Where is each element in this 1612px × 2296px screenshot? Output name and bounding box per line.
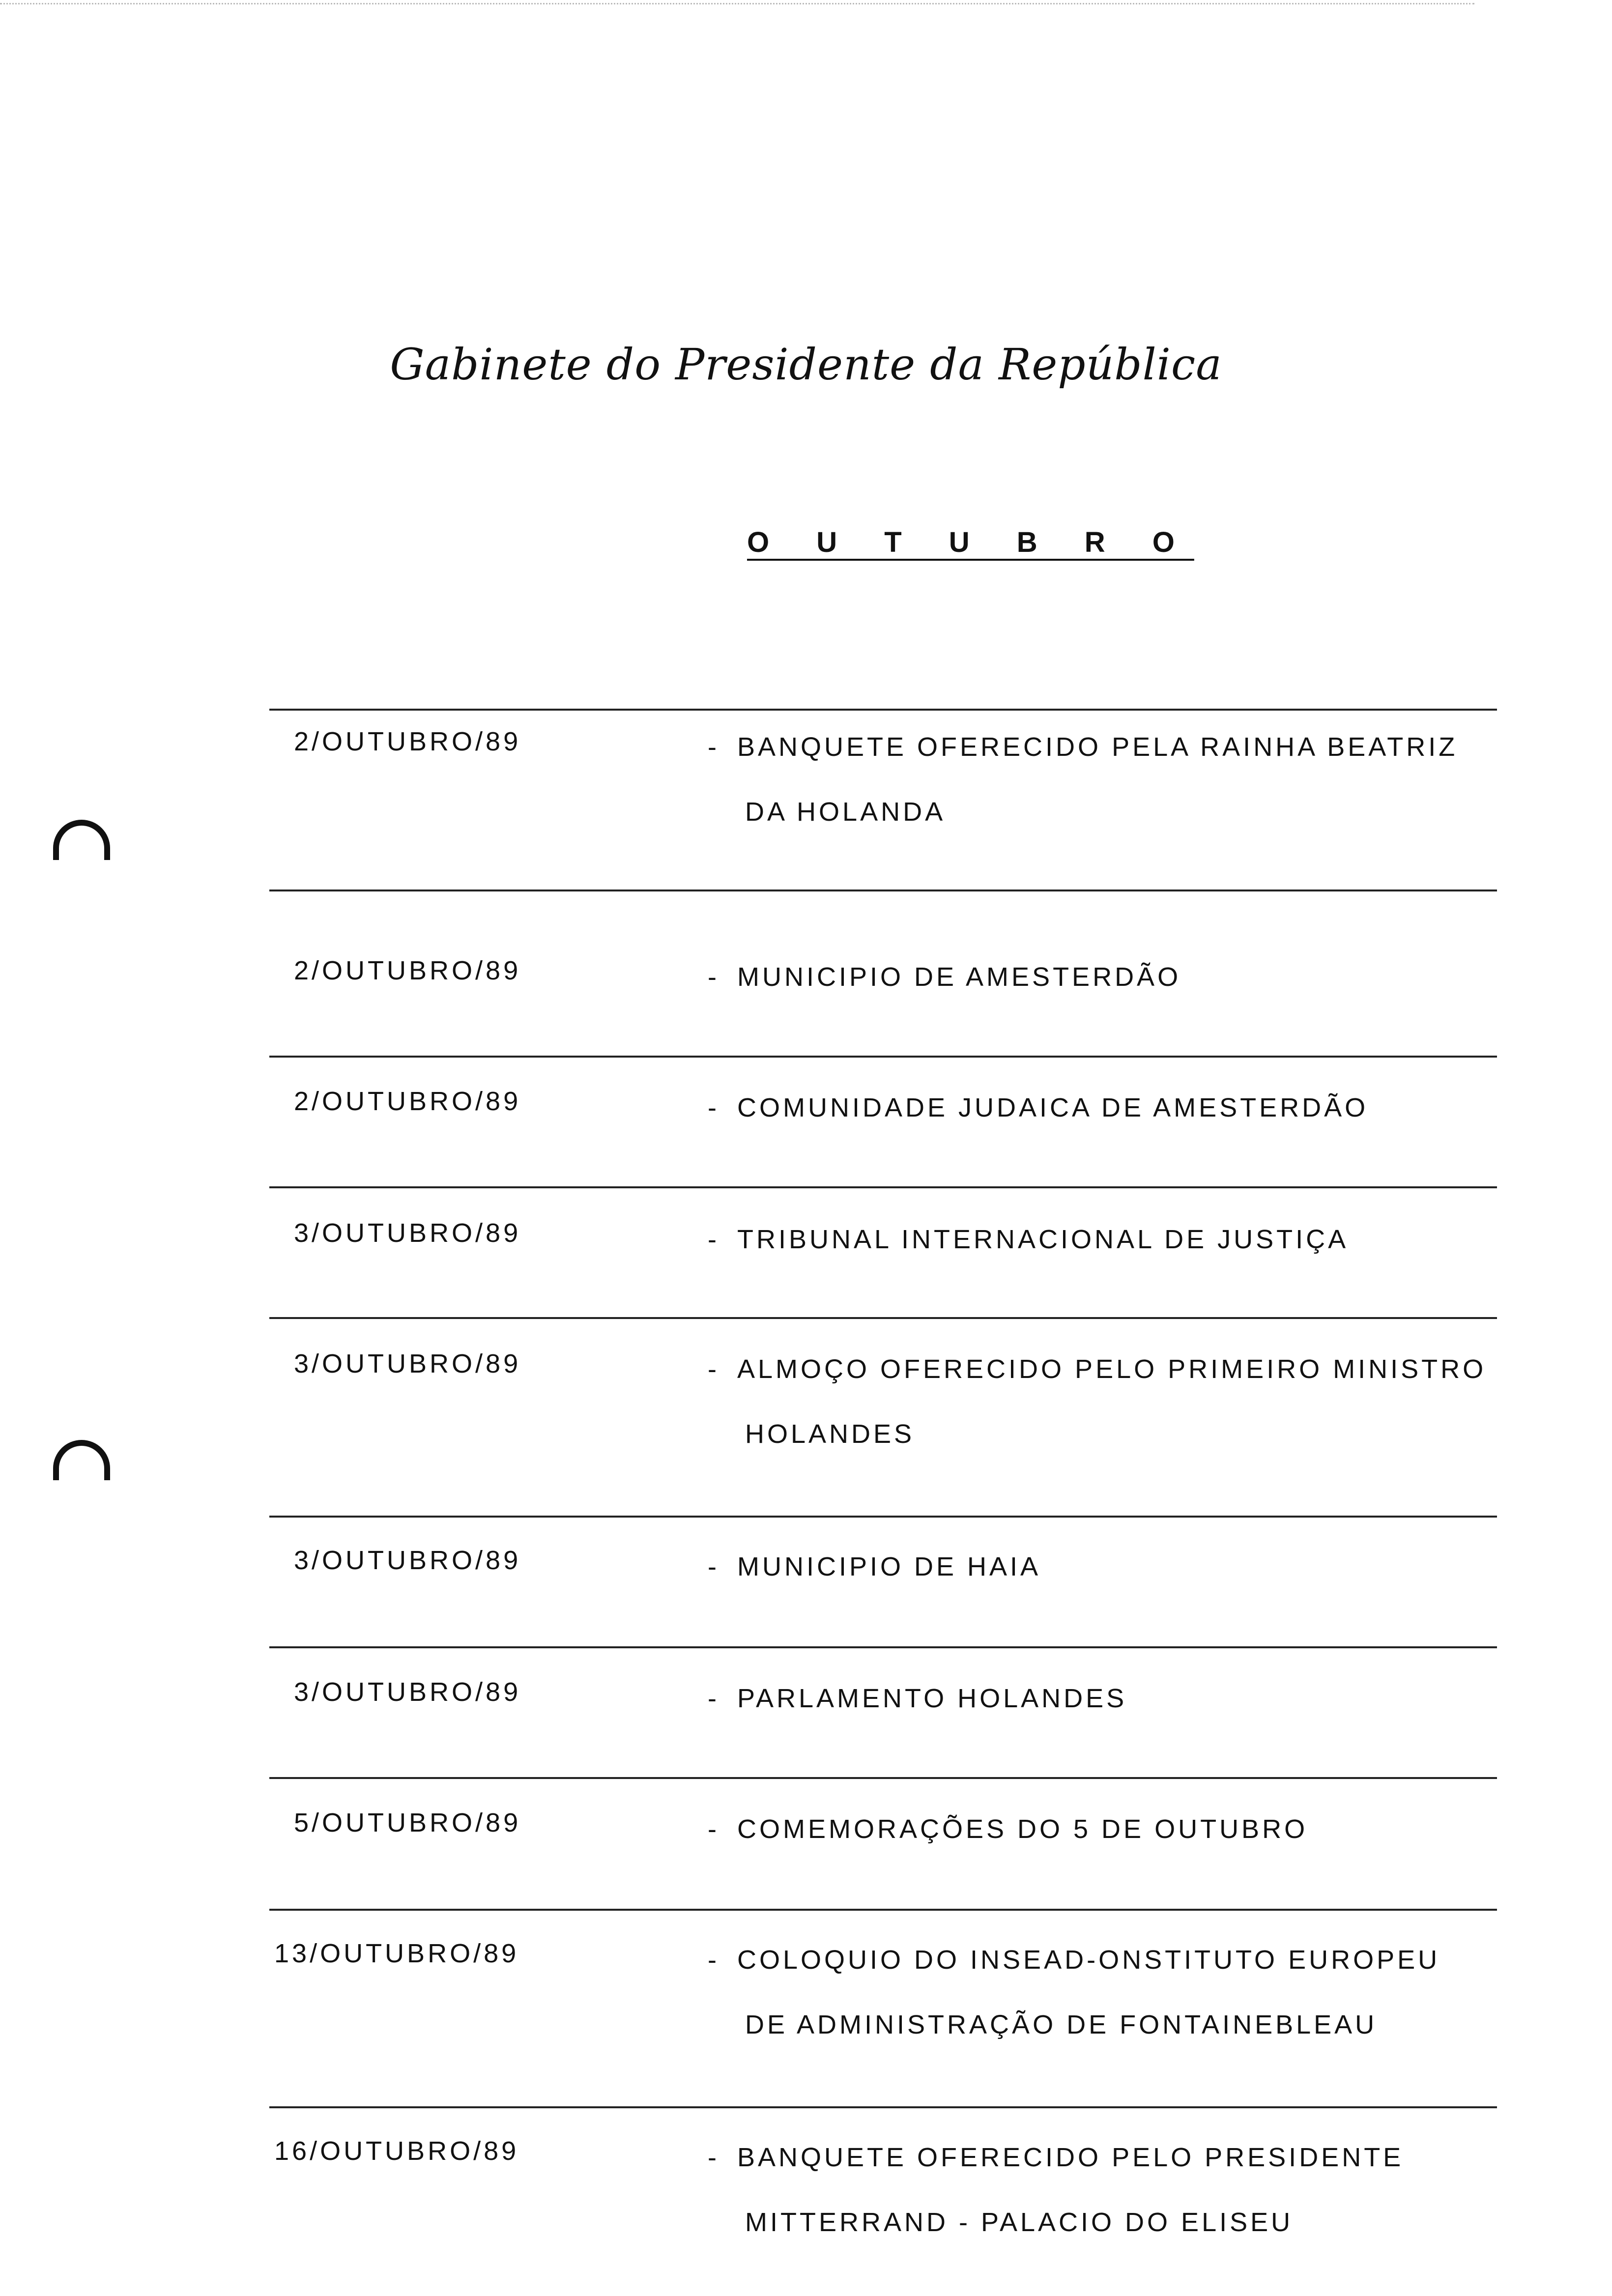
divider — [269, 2106, 1497, 2108]
entry-line: TRIBUNAL INTERNACIONAL DE JUSTIÇA — [737, 1225, 1349, 1254]
entry-line: MUNICIPIO DE AMESTERDÃO — [737, 962, 1181, 992]
entry-line: DA HOLANDA — [745, 797, 946, 827]
entry-description: - COMEMORAÇÕES DO 5 DE OUTUBRO — [708, 1814, 1308, 1844]
divider — [269, 1516, 1497, 1518]
divider — [269, 1777, 1497, 1779]
entry-date: 16/OUTUBRO/89 — [274, 2136, 519, 2166]
entry-date: 3/OUTUBRO/89 — [294, 1349, 521, 1378]
divider — [269, 709, 1497, 711]
entry-date: 2/OUTUBRO/89 — [294, 727, 521, 756]
entry-line: PARLAMENTO HOLANDES — [737, 1684, 1127, 1713]
divider — [269, 1646, 1497, 1648]
entry-description: - BANQUETE OFERECIDO PELO PRESIDENTE MITTERRAND - PALACIO DO ELISEU — [708, 2125, 1404, 2255]
entry-line: BANQUETE OFERECIDO PELO PRESIDENTE — [737, 2143, 1404, 2172]
binder-hole-mark — [53, 820, 110, 860]
entry-description: - BANQUETE OFERECIDO PELA RAINHA BEATRIZ DA HOLANDA — [708, 715, 1458, 844]
entry-line: BANQUETE OFERECIDO PELA RAINHA BEATRIZ — [737, 732, 1458, 762]
binder-hole-mark — [53, 1440, 110, 1480]
entry-description: - MUNICIPIO DE HAIA — [708, 1552, 1041, 1581]
entry-line: COMUNIDADE JUDAICA DE AMESTERDÃO — [737, 1093, 1369, 1122]
entry-date: 3/OUTUBRO/89 — [294, 1677, 521, 1707]
entry-description: - MUNICIPIO DE AMESTERDÃO — [708, 962, 1181, 992]
entry-description: - ALMOÇO OFERECIDO PELO PRIMEIRO MINISTRO HOLANDES — [708, 1337, 1486, 1466]
entry-line: COLOQUIO DO INSEAD-ONSTITUTO EUROPEU — [737, 1945, 1440, 1975]
entry-description: - COMUNIDADE JUDAICA DE AMESTERDÃO — [708, 1093, 1369, 1122]
entry-date: 3/OUTUBRO/89 — [294, 1546, 521, 1575]
entry-line: HOLANDES — [745, 1419, 915, 1449]
entry-description: - TRIBUNAL INTERNACIONAL DE JUSTIÇA — [708, 1225, 1349, 1254]
divider — [269, 1056, 1497, 1058]
month-heading: O U T U B R O — [747, 526, 1194, 558]
divider — [269, 890, 1497, 891]
entry-description: - COLOQUIO DO INSEAD-ONSTITUTO EUROPEU DE ADMINISTRAÇÃO DE FONTAINEBLEAU — [708, 1927, 1440, 2057]
entry-date: 3/OUTUBRO/89 — [294, 1218, 521, 1248]
divider — [269, 1909, 1497, 1911]
entry-line: MUNICIPIO DE HAIA — [737, 1552, 1041, 1581]
entry-date: 2/OUTUBRO/89 — [294, 1087, 521, 1116]
entry-line: MITTERRAND - PALACIO DO ELISEU — [745, 2208, 1294, 2237]
divider — [269, 1186, 1497, 1188]
entry-line: COMEMORAÇÕES DO 5 DE OUTUBRO — [737, 1814, 1308, 1844]
entry-date: 13/OUTUBRO/89 — [274, 1939, 519, 1968]
entry-description: - PARLAMENTO HOLANDES — [708, 1684, 1127, 1713]
entry-line: ALMOÇO OFERECIDO PELO PRIMEIRO MINISTRO — [737, 1354, 1487, 1384]
divider — [269, 1317, 1497, 1319]
letterhead: Gabinete do Presidente da República — [390, 339, 1222, 390]
entry-line: DE ADMINISTRAÇÃO DE FONTAINEBLEAU — [745, 2010, 1378, 2039]
entry-date: 2/OUTUBRO/89 — [294, 956, 521, 985]
entry-date: 5/OUTUBRO/89 — [294, 1808, 521, 1837]
scan-artifact-line — [0, 3, 1474, 4]
